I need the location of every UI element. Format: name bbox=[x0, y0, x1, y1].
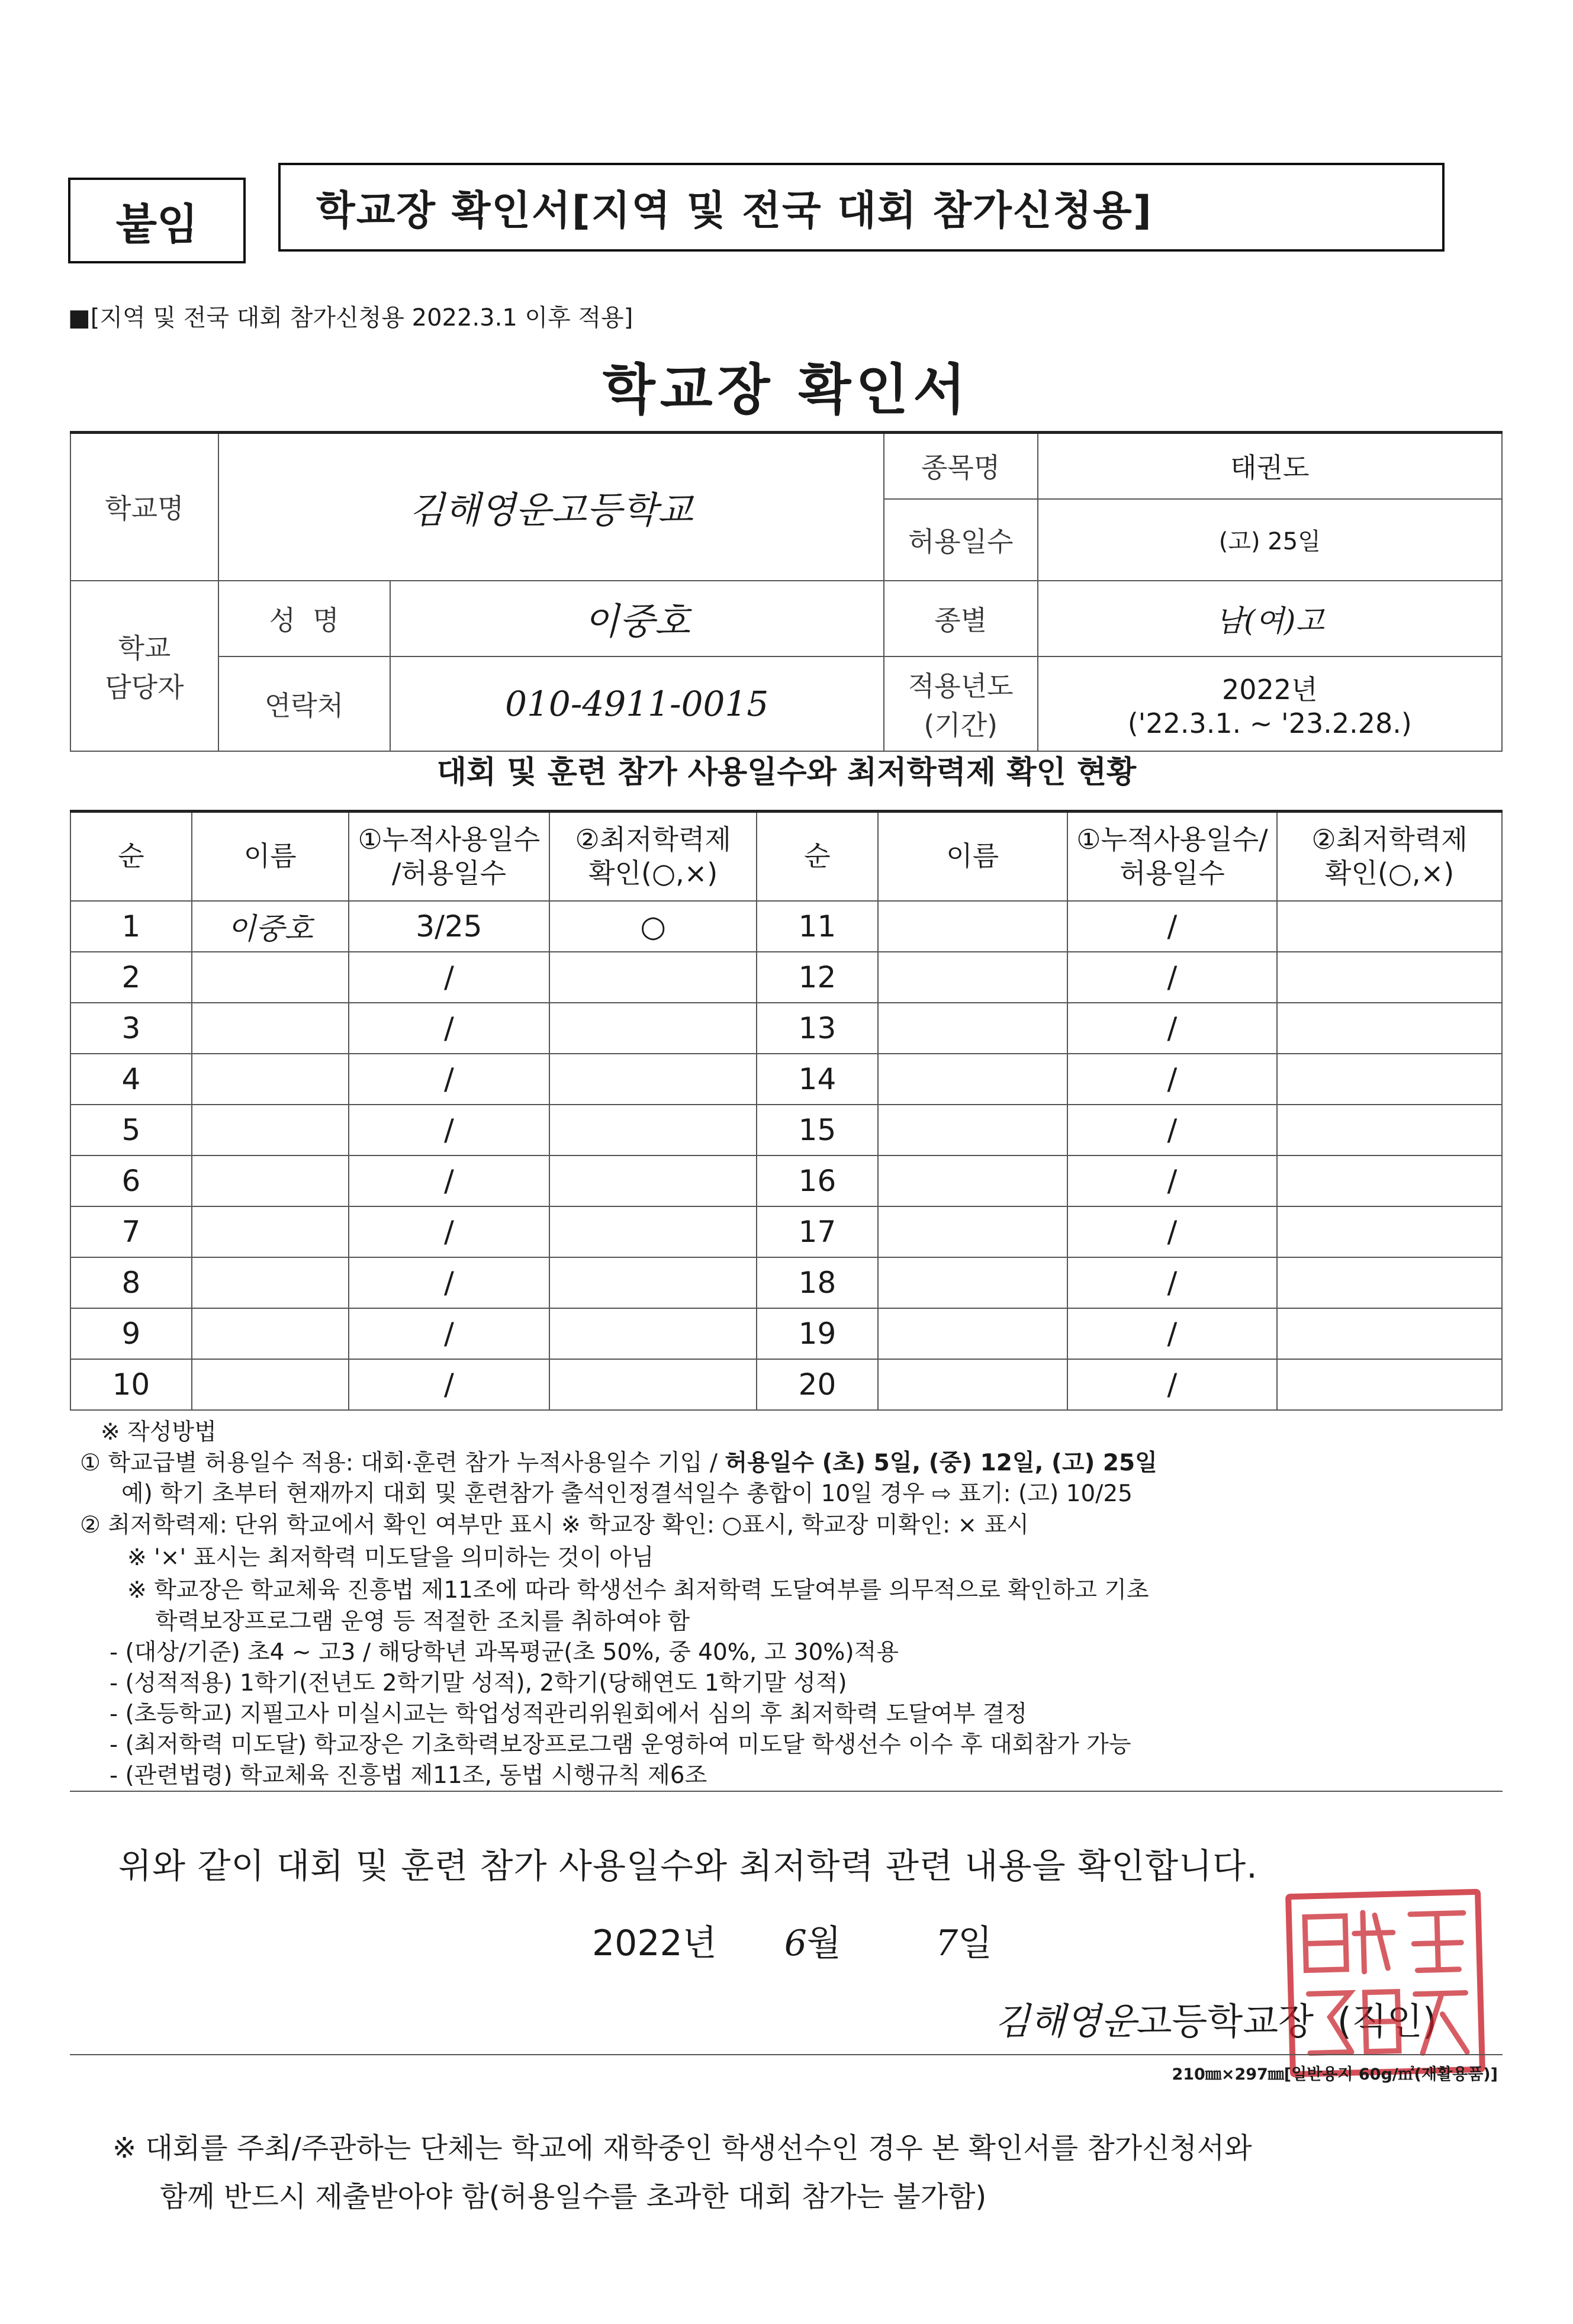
cell-days-right: / bbox=[1067, 1359, 1278, 1410]
attachment-label: 붙임 bbox=[115, 199, 198, 249]
cell-seq-left: 10 bbox=[70, 1359, 192, 1410]
manager-label bbox=[70, 581, 218, 751]
cell-seq-right: 18 bbox=[757, 1257, 878, 1308]
attachment-label-box bbox=[68, 178, 246, 263]
cell-name-right bbox=[878, 952, 1067, 1003]
cell-days-right: / bbox=[1067, 1105, 1278, 1155]
table-row bbox=[70, 1257, 1502, 1308]
cell-name-left bbox=[192, 1359, 349, 1410]
cell-days-right: / bbox=[1067, 1308, 1278, 1359]
table-row bbox=[70, 1003, 1502, 1054]
guide-item-1-allowed: 허용일수 (초) 5일, (중) 12일, (고) 25일 bbox=[725, 1450, 1157, 1476]
cell-seq-right: 12 bbox=[757, 952, 878, 1003]
guide-note-principal-1: ※ 학교장은 학교체육 진흥법 제11조에 따라 학생선수 최저학력 도달여부를 의무적으로 확인하고 기초 bbox=[127, 1577, 1149, 1604]
cell-seq-left: 2 bbox=[70, 952, 192, 1003]
cell-days-left: / bbox=[349, 1003, 550, 1054]
table-row bbox=[70, 1359, 1502, 1410]
gender-label: 종별 bbox=[884, 581, 1038, 656]
period-range: ('22.3.1. ~ '23.2.28.) bbox=[1127, 707, 1412, 739]
cell-days-right: / bbox=[1067, 901, 1278, 952]
cell-minacad-left bbox=[549, 1308, 757, 1359]
period-label bbox=[884, 656, 1038, 751]
manager-label-line2: 담당자 bbox=[105, 671, 184, 703]
period-year: 2022년 bbox=[1222, 673, 1318, 706]
cell-name-left: 이중호 bbox=[192, 901, 349, 952]
cell-name-right bbox=[878, 1105, 1067, 1155]
cell-minacad-left bbox=[549, 1003, 757, 1054]
gender-value: 남(여)고 bbox=[1038, 581, 1502, 656]
confirm-statement: 위와 같이 대회 및 훈련 참가 사용일수와 최저학력 관련 내용을 확인합니다. bbox=[118, 1846, 1258, 1886]
banner-title-box bbox=[278, 163, 1445, 252]
cell-days-right: / bbox=[1067, 1054, 1278, 1105]
cell-minacad-left bbox=[549, 1155, 757, 1206]
cell-days-left: / bbox=[349, 1206, 550, 1257]
col-minacad-right-line2: 확인(○,×) bbox=[1325, 857, 1455, 889]
table-row bbox=[70, 1105, 1502, 1155]
date-month-unit: 월 bbox=[806, 1923, 841, 1964]
allowed-days-value: (고) 25일 bbox=[1038, 499, 1502, 581]
guide-item-2: ② 최저학력제: 단위 학교에서 확인 여부만 표시 ※ 학교장 확인: ○표시, 학교장 미확인: × 표시 bbox=[80, 1512, 1029, 1538]
cell-seq-left: 1 bbox=[70, 901, 192, 952]
cell-minacad-left bbox=[549, 1054, 757, 1105]
cell-name-right bbox=[878, 1308, 1067, 1359]
col-minacad-left-line2: 확인(○,×) bbox=[588, 857, 718, 889]
principal-title: 고등학교장 bbox=[1136, 2000, 1314, 2043]
table-row bbox=[70, 1155, 1502, 1206]
cell-minacad-right bbox=[1277, 1257, 1502, 1308]
sport-label: 종목명 bbox=[884, 433, 1038, 499]
cell-days-left: / bbox=[349, 1308, 550, 1359]
confirm-divider bbox=[70, 1791, 1503, 1792]
cell-minacad-left bbox=[549, 952, 757, 1003]
name-label: 성 명 bbox=[218, 581, 390, 656]
school-label: 학교명 bbox=[70, 433, 218, 581]
cell-minacad-left bbox=[549, 1359, 757, 1410]
cell-seq-right: 16 bbox=[757, 1155, 878, 1206]
date-day-num: 7 bbox=[935, 1923, 958, 1964]
allowed-days-label: 허용일수 bbox=[884, 499, 1038, 581]
sport-value: 태권도 bbox=[1038, 433, 1502, 499]
cell-name-left bbox=[192, 952, 349, 1003]
period-value bbox=[1038, 656, 1502, 751]
period-label-line1: 적용년도 bbox=[908, 669, 1014, 702]
period-label-line2: (기간) bbox=[924, 709, 998, 741]
table-row bbox=[70, 952, 1502, 1003]
col-days-right bbox=[1067, 812, 1278, 902]
col-name-right: 이름 bbox=[878, 812, 1067, 902]
seal-label: (직인) bbox=[1337, 2000, 1437, 2043]
cell-seq-left: 8 bbox=[70, 1257, 192, 1308]
table-row bbox=[70, 1054, 1502, 1105]
cell-minacad-right bbox=[1277, 1054, 1502, 1105]
cell-days-right: / bbox=[1067, 952, 1278, 1003]
col-name-left: 이름 bbox=[192, 812, 349, 902]
manager-label-line1: 학교 bbox=[118, 632, 171, 664]
col-minacad-left-line1: ②최저학력제 bbox=[575, 823, 731, 855]
cell-minacad-right bbox=[1277, 1359, 1502, 1410]
cell-name-right bbox=[878, 1155, 1067, 1206]
col-days-left-line1: ①누적사용일수 bbox=[358, 823, 541, 855]
cell-name-left bbox=[192, 1003, 349, 1054]
cell-minacad-right bbox=[1277, 1308, 1502, 1359]
contact-value: 010-4911-0015 bbox=[390, 656, 884, 751]
confirm-date bbox=[592, 1915, 992, 1966]
col-seq-left: 순 bbox=[70, 812, 192, 902]
guide-detail-4: - (최저학력 미도달) 학교장은 기초학력보장프로그램 운영하여 미도달 학생선수 이수 후 대회참가 가능 bbox=[110, 1731, 1131, 1758]
cell-days-left: / bbox=[349, 1054, 550, 1105]
cell-name-left bbox=[192, 1155, 349, 1206]
cell-seq-right: 11 bbox=[757, 901, 878, 952]
cell-days-left: / bbox=[349, 1359, 550, 1410]
guide-detail-2: - (성적적용) 1학기(전년도 2학기말 성적), 2학기(당해연도 1학기말 성적) bbox=[110, 1670, 847, 1697]
cell-seq-left: 4 bbox=[70, 1054, 192, 1105]
cell-minacad-left bbox=[549, 1206, 757, 1257]
participation-rows bbox=[70, 901, 1502, 1410]
cell-days-left: 3/25 bbox=[349, 901, 550, 952]
cell-name-right bbox=[878, 1206, 1067, 1257]
info-table bbox=[70, 431, 1503, 752]
cell-days-right: / bbox=[1067, 1257, 1278, 1308]
cell-name-right bbox=[878, 1003, 1067, 1054]
guide-note-principal-2: 학력보장프로그램 운영 등 적절한 조치를 취하여야 함 bbox=[155, 1608, 690, 1635]
cell-minacad-right bbox=[1277, 1105, 1502, 1155]
cell-seq-left: 7 bbox=[70, 1206, 192, 1257]
name-value: 이중호 bbox=[390, 581, 884, 656]
table-row bbox=[70, 1206, 1502, 1257]
cell-seq-right: 13 bbox=[757, 1003, 878, 1054]
col-minacad-right bbox=[1277, 812, 1502, 902]
cell-name-left bbox=[192, 1206, 349, 1257]
col-days-right-line1: ①누적사용일수/ bbox=[1076, 823, 1268, 855]
cell-minacad-right bbox=[1277, 901, 1502, 952]
cell-seq-right: 20 bbox=[757, 1359, 878, 1410]
col-seq-right: 순 bbox=[757, 812, 878, 902]
paper-spec: 210㎜×297㎜[일반용지 60g/㎡(재활용품)] bbox=[1172, 2065, 1498, 2084]
guide-detail-3: - (초등학교) 지필고사 미실시교는 학업성적관리위원회에서 심의 후 최저학력 도달여부 결정 bbox=[110, 1701, 1028, 1727]
official-seal bbox=[1285, 1889, 1485, 2078]
cell-name-left bbox=[192, 1105, 349, 1155]
date-month-num: 6 bbox=[784, 1923, 807, 1964]
subheading: ■[지역 및 전국 대회 참가신청용 2022.3.1 이후 적용] bbox=[68, 304, 633, 331]
document-title: 학교장 확인서 bbox=[602, 358, 971, 421]
col-minacad-left bbox=[549, 812, 757, 902]
cell-minacad-left bbox=[549, 1257, 757, 1308]
col-minacad-right-line1: ②최저학력제 bbox=[1311, 823, 1468, 855]
cell-days-left: / bbox=[349, 1257, 550, 1308]
cell-days-left: / bbox=[349, 1105, 550, 1155]
cell-name-right bbox=[878, 1257, 1067, 1308]
contact-label: 연락처 bbox=[218, 656, 390, 751]
cell-days-right: / bbox=[1067, 1003, 1278, 1054]
cell-seq-left: 6 bbox=[70, 1155, 192, 1206]
cell-minacad-right bbox=[1277, 1003, 1502, 1054]
table-row bbox=[70, 1308, 1502, 1359]
footer-note-line1: ※ 대회를 주최/주관하는 단체는 학교에 재학중인 학생선수인 경우 본 확인서를 참가신청서와 bbox=[112, 2132, 1252, 2165]
cell-days-left: / bbox=[349, 952, 550, 1003]
school-value: 김해영운고등학교 bbox=[218, 433, 884, 581]
cell-minacad-right bbox=[1277, 1155, 1502, 1206]
cell-days-left: / bbox=[349, 1155, 550, 1206]
cell-name-left bbox=[192, 1054, 349, 1105]
cell-minacad-right bbox=[1277, 952, 1502, 1003]
table-row bbox=[70, 901, 1502, 952]
cell-days-right: / bbox=[1067, 1206, 1278, 1257]
seal-icon bbox=[1291, 1895, 1479, 2071]
cell-minacad-right bbox=[1277, 1206, 1502, 1257]
footer-note-line2: 함께 반드시 제출받아야 함(허용일수를 초과한 대회 참가는 불가함) bbox=[160, 2180, 987, 2213]
guide-detail-5: - (관련법령) 학교체육 진흥법 제11조, 동법 시행규칙 제6조 bbox=[110, 1762, 707, 1789]
col-days-left-line2: /허용일수 bbox=[391, 857, 507, 889]
status-title: 대회 및 훈련 참가 사용일수와 최저학력제 확인 현황 bbox=[436, 755, 1137, 790]
cell-name-left bbox=[192, 1257, 349, 1308]
guide-item-1 bbox=[80, 1444, 1157, 1478]
cell-minacad-left: ○ bbox=[549, 901, 757, 952]
banner-title: 학교장 확인서[지역 및 전국 대회 참가신청용] bbox=[316, 187, 1153, 234]
cell-name-right bbox=[878, 1054, 1067, 1105]
guide-item-1-text: ① 학교급별 허용일수 적용: 대회·훈련 참가 누적사용일수 기입 / bbox=[80, 1450, 725, 1476]
cell-minacad-left bbox=[549, 1105, 757, 1155]
cell-seq-left: 3 bbox=[70, 1003, 192, 1054]
col-days-left bbox=[349, 812, 550, 902]
guide-detail-1: - (대상/기준) 초4 ~ 고3 / 해당학년 과목평균(초 50%, 중 40%, 고 30%)적용 bbox=[110, 1639, 899, 1666]
cell-seq-left: 5 bbox=[70, 1105, 192, 1155]
cell-days-right: / bbox=[1067, 1155, 1278, 1206]
doc-bottom-divider bbox=[70, 2054, 1503, 2055]
cell-seq-right: 19 bbox=[757, 1308, 878, 1359]
date-day-unit: 일 bbox=[958, 1923, 993, 1964]
cell-name-right bbox=[878, 1359, 1067, 1410]
cell-seq-left: 9 bbox=[70, 1308, 192, 1359]
cell-seq-right: 15 bbox=[757, 1105, 878, 1155]
guide-title: ※ 작성방법 bbox=[101, 1419, 217, 1446]
guide-item-1-example: 예) 학기 초부터 현재까지 대회 및 훈련참가 출석인정결석일수 총합이 10일 경우 ⇨ 표기: (고) 10/25 bbox=[121, 1480, 1133, 1507]
cell-seq-right: 14 bbox=[757, 1054, 878, 1105]
participation-table bbox=[70, 810, 1503, 1411]
cell-name-left bbox=[192, 1308, 349, 1359]
date-year: 2022년 bbox=[592, 1923, 717, 1964]
principal-school-handwritten: 김해영운 bbox=[995, 2000, 1137, 2043]
col-days-right-line2: 허용일수 bbox=[1120, 857, 1225, 889]
cell-seq-right: 17 bbox=[757, 1206, 878, 1257]
guide-note-x: ※ '×' 표시는 최저학력 미도달을 의미하는 것이 아님 bbox=[127, 1544, 654, 1571]
cell-name-right bbox=[878, 901, 1067, 952]
